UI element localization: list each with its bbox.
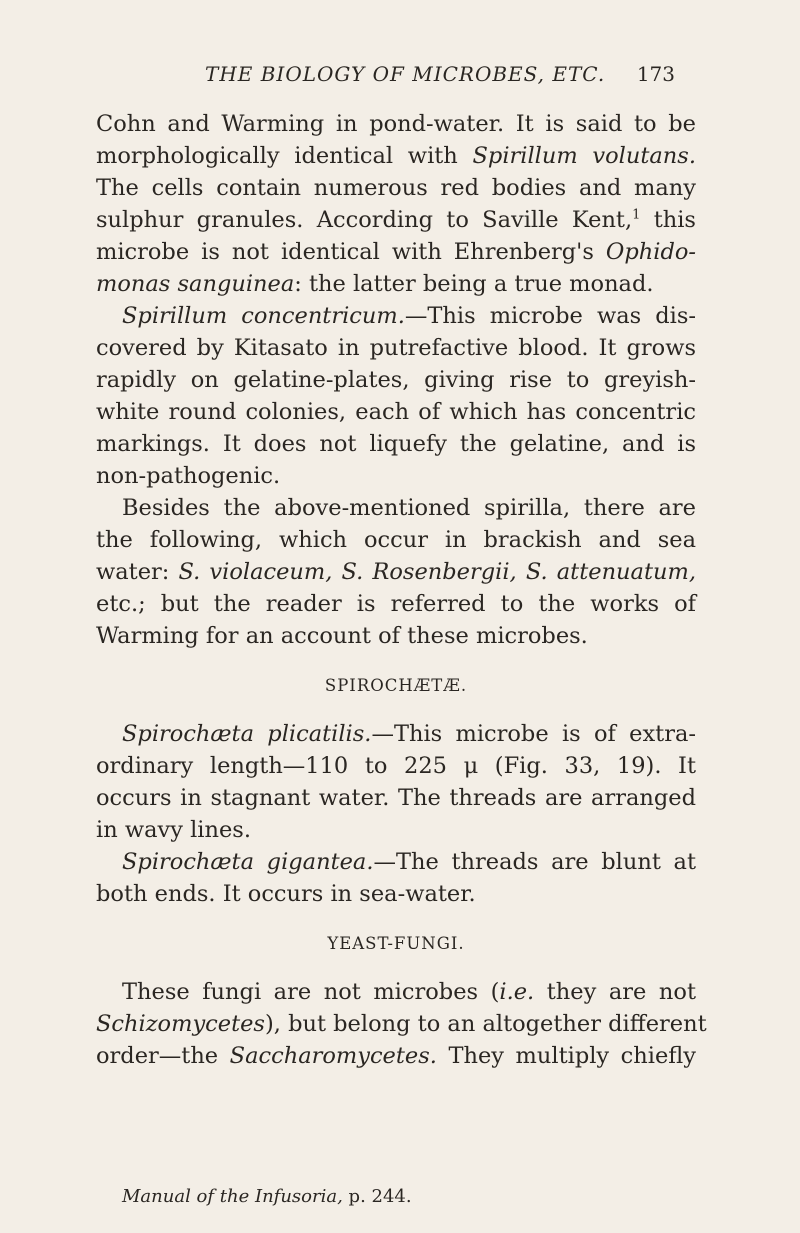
species-name: Spirochæta gigantea.: [122, 849, 374, 875]
text-run: water:: [96, 559, 179, 585]
text-line: [96, 814, 696, 846]
footnote-text: Manual of the Infusoria,: [122, 1186, 349, 1207]
text-line: [96, 364, 696, 396]
text-line: [96, 492, 696, 524]
footnote-marker: 1: [632, 207, 641, 223]
text-run: non-pathogenic.: [96, 463, 281, 489]
species-name: monas sanguinea: [96, 271, 295, 297]
text-line: [96, 300, 696, 332]
footnote: [122, 1186, 412, 1207]
text-run: both ends. It occurs in sea-water.: [96, 881, 476, 907]
paragraph-spirochaeta-plicatilis: [96, 718, 696, 846]
text-run: occurs in stagnant water. The threads are arranged: [96, 785, 696, 811]
page-number: 173: [636, 62, 675, 86]
abbreviation: i.e.: [499, 979, 535, 1005]
text-run: These fungi are not microbes (: [122, 979, 500, 1005]
text-run: Warming for an account of these microbes.: [96, 623, 588, 649]
paragraph-yeast-fungi: [96, 976, 707, 1072]
text-line: [96, 204, 696, 236]
text-run: They multiply chiefly: [436, 1043, 696, 1069]
text-run: Besides the above-mentioned spirilla, there are: [122, 495, 696, 521]
text-line: [96, 588, 696, 620]
text-run: this: [640, 207, 696, 233]
text-run: markings. It does not liquefy the gelatine, and is: [96, 431, 696, 457]
species-name: Schizomycetes: [96, 1011, 265, 1037]
paragraph-spirochaeta-gigantea: [96, 846, 696, 910]
text-run: —This microbe is of extra-: [371, 721, 696, 747]
page-body: [96, 108, 707, 1072]
text-run: order—the: [96, 1043, 230, 1069]
species-name: Spirochæta plicatilis.: [122, 721, 372, 747]
text-run: the following, which occur in brackish and sea: [96, 527, 696, 553]
text-line: [96, 556, 696, 588]
section-heading-yeast-fungi: YEAST-FUNGI.: [327, 934, 465, 953]
text-run: ordinary length—110 to 225 μ (Fig. 33, 19). It: [96, 753, 696, 779]
species-name: Spirillum volutans.: [472, 143, 696, 169]
species-name: Ophido-: [605, 239, 696, 265]
text-line: [96, 108, 696, 140]
text-line: [96, 846, 696, 878]
text-run: : the latter being a true monad.: [294, 271, 654, 297]
text-run: white round colonies, each of which has concentric: [96, 399, 696, 425]
text-line: [96, 976, 696, 1008]
paragraph-spirillum-volutans: [96, 108, 696, 300]
text-line: [96, 428, 696, 460]
paragraph-other-spirilla: [96, 492, 696, 652]
text-line: [96, 332, 696, 364]
text-run: —The threads are blunt at: [373, 849, 696, 875]
text-line: [96, 1008, 707, 1040]
text-run: etc.; but the reader is referred to the works of: [96, 591, 696, 617]
text-line: [96, 718, 696, 750]
text-run: covered by Kitasato in putrefactive blood. It grows: [96, 335, 696, 361]
text-line: [96, 172, 696, 204]
text-line: [96, 878, 696, 910]
text-run: ), but belong to an altogether different: [264, 1011, 707, 1037]
text-run: sulphur granules. According to Saville Kent,: [96, 207, 633, 233]
text-line: [96, 268, 696, 300]
text-run: Cohn and Warming in pond-water. It is said to be: [96, 111, 696, 137]
text-run: —This microbe was dis-: [404, 303, 696, 329]
text-line: [96, 750, 696, 782]
text-line: [96, 1040, 696, 1072]
text-line: [96, 140, 696, 172]
text-line: [96, 620, 696, 652]
text-line: [96, 460, 696, 492]
running-title: THE BIOLOGY OF MICROBES, ETC.: [205, 62, 606, 86]
text-run: in wavy lines.: [96, 817, 251, 843]
text-line: [96, 782, 696, 814]
text-run: they are not: [534, 979, 696, 1005]
text-run: morphologically identical with: [96, 143, 473, 169]
species-name: Saccharomycetes.: [229, 1043, 437, 1069]
species-name: S. violaceum, S. Rosenbergii, S. attenuatum,: [178, 559, 696, 585]
text-line: [96, 524, 696, 556]
footnote-page: p. 244.: [348, 1186, 412, 1207]
species-name: Spirillum concentricum.: [122, 303, 405, 329]
text-run: The cells contain numerous red bodies and many: [96, 175, 696, 201]
text-line: [96, 236, 696, 268]
paragraph-spirillum-concentricum: [96, 300, 696, 492]
text-run: rapidly on gelatine-plates, giving rise to greyish-: [96, 367, 696, 393]
text-line: [96, 396, 696, 428]
section-heading-spirochaetae: SPIROCHÆTÆ.: [324, 676, 468, 695]
text-run: microbe is not identical with Ehrenberg's: [96, 239, 606, 265]
